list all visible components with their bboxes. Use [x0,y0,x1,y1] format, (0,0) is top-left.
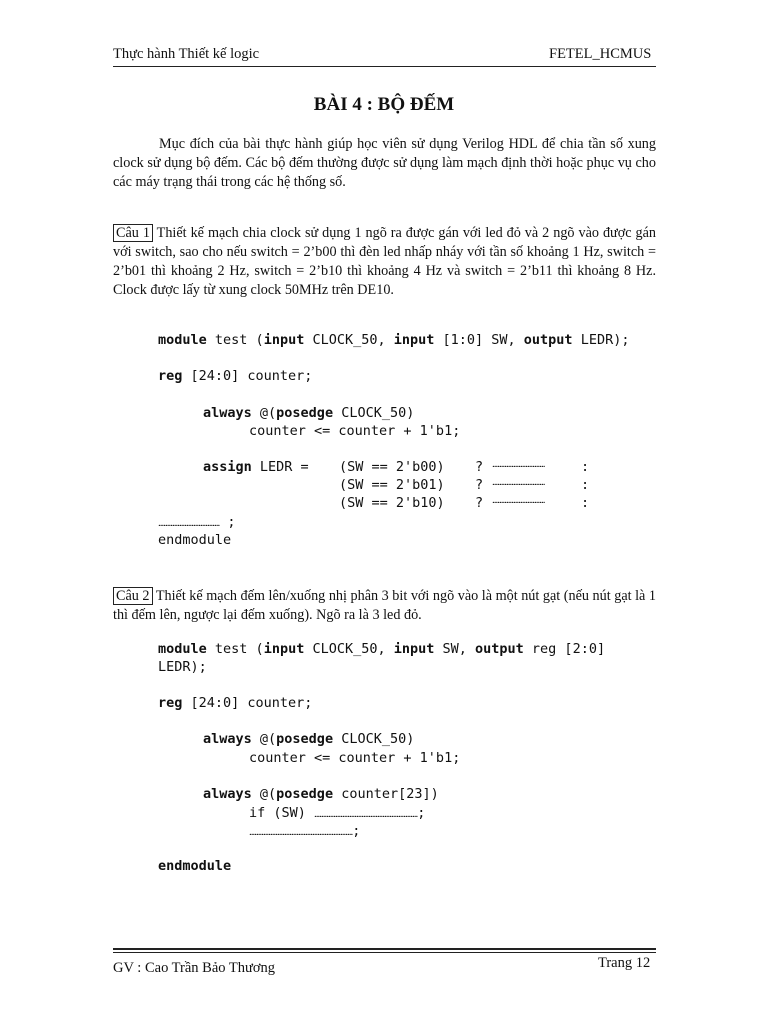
question-2-text: Thiết kế mạch đếm lên/xuống nhị phân 3 bit với ngõ vào là một nút gạt (nếu nút gạt là 1 thì đếm lên, ngược lại đếm xuống). Ngõ ra là 3 led đỏ. [113,588,657,623]
page-number: Trang 12 [598,955,651,971]
code2-line-reg: reg [24:0] counter; [158,695,313,711]
code1-q-1: ? [475,459,484,475]
code2-line-else: ...........................................................; [249,823,361,839]
code1-line-default: ................................... ; [158,514,236,530]
intro-paragraph: Mục đích của bài thực hành giúp học viên sử dụng Verilog HDL để chia tần số xung clock sử dụng bộ đếm. Các bộ đếm thường được sử dụng làm mạch định thời hoặc phục vụ cho các máy trạng thái trong các hệ thống số. [113,136,656,190]
code1-q-2: ? [475,477,484,493]
footer-rule-thin [113,952,656,953]
code1-cond-2: (SW == 2'b01) [339,477,445,493]
header-left: Thực hành Thiết kế logic [113,46,260,62]
code1-colon-2: : [581,477,590,493]
code1-line-increment: counter <= counter + 1'b1; [249,423,461,439]
code1-cond-3: (SW == 2'b10) [339,495,445,511]
footer-left: GV : Cao Trần Bảo Thương [113,960,276,976]
code2-line-always: always @(posedge CLOCK_50) [203,731,415,747]
question-2-label: Câu 2 [113,587,153,605]
code1-blank-3: .............................. [492,494,545,506]
code1-line-assign: assign LEDR = [203,459,309,475]
page-title: BÀI 4 : BỘ ĐẾM [313,94,455,115]
footer-rule-thick [113,948,656,950]
code2-line-always-2: always @(posedge counter[23]) [203,786,439,802]
code1-blank-default: ................................... [158,517,220,529]
code2-blank-2: ........................................................... [249,826,353,838]
question-1-text: Thiết kế mạch chia clock sử dụng 1 ngõ ra được gán với led đỏ và 2 ngõ vào được gán với switch, sao cho nếu switch = 2’b00 thì đèn led nhấp nháy với tần số khoảng 1 Hz, switch = 2’b01 thì khoảng 2 Hz, switch = 2’b10 thì khoảng 4 Hz và switch = 2’b11 thì khoảng 8 Hz. Clock được lấy từ xung clock 50MHz trên DE10. [113,225,657,298]
question-1 [113,224,656,300]
code2-line-increment: counter <= counter + 1'b1; [249,750,461,766]
code1-blank-1: .............................. [492,458,545,470]
code2-line-module-cont: LEDR); [158,659,207,675]
code1-line-module: module test (input CLOCK_50, input [1:0] SW, output LEDR); [158,332,630,348]
question-2 [113,587,656,625]
code1-cond-1: (SW == 2'b00) [339,459,445,475]
code2-line-endmodule: endmodule [158,858,232,874]
code1-q-3: ? [475,495,484,511]
code2-blank-1: ........................................................... [314,808,418,820]
code1-line-endmodule: endmodule [158,532,232,548]
header-right: FETEL_HCMUS [549,46,652,62]
code1-line-reg: reg [24:0] counter; [158,368,313,384]
code1-colon-3: : [581,495,590,511]
code1-colon-1: : [581,459,590,475]
code2-line-module: module test (input CLOCK_50, input SW, output reg [2:0] [158,641,606,657]
code2-line-if: if (SW) ...........................................................; [249,805,426,821]
code1-blank-2: .............................. [492,476,545,488]
question-1-label: Câu 1 [113,224,153,242]
code1-line-always: always @(posedge CLOCK_50) [203,405,415,421]
header-rule [113,66,656,67]
